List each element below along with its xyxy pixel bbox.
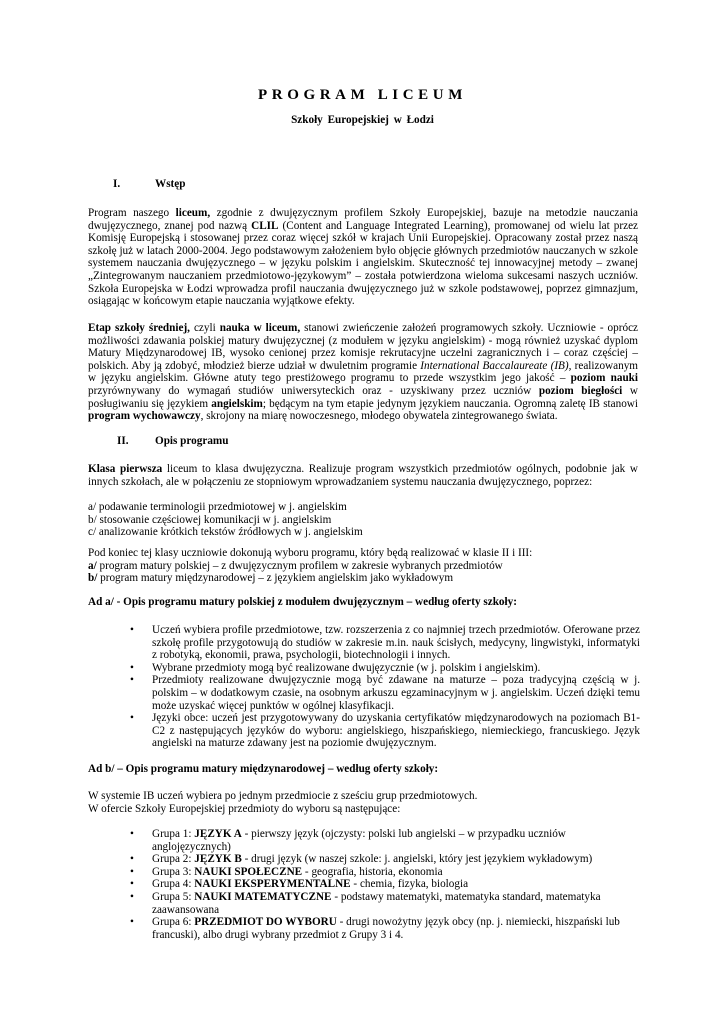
group-name: PRZEDMIOT DO WYBORU <box>194 916 337 929</box>
list-item-text: Języki obce: uczeń jest przygotowywany do uzyskania certyfikatów międzynarodowych na poziomach B1-C2 z następujących języków do wyboru: angielskiego, hiszpańskiego, niemieckiego, francuskiego. Język angielski na maturze zdawany jest na poziomie dwujęzycznym. <box>152 712 640 750</box>
text-run-bold: poziom biegłości <box>538 384 623 397</box>
first-class-paragraph <box>88 463 638 488</box>
group-desc: - drugi język (w naszej szkole: j. angielski, który jest językiem wykładowym) <box>241 853 593 866</box>
list-item <box>130 674 640 712</box>
text-run: Program naszego <box>88 207 176 219</box>
option-label: b/ <box>88 572 98 585</box>
text-run: , skrojony na miarę nowoczesnego, młodego obywatela zintegrowanego świata. <box>200 410 558 423</box>
ib-group-item <box>130 866 640 879</box>
ib-group-item <box>130 878 640 891</box>
ad-b-intro-line: W systemie IB uczeń wybiera po jednym przedmiocie z sześciu grup przedmiotowych. <box>88 790 478 802</box>
ib-groups-list <box>130 828 640 941</box>
text-run: stanowi zwieńczenie założeń programowych szkoły. Uczniowie - oprócz możliwości zdawania polskiej matury dwujęzycznej (z modułem w języku angielskim) - mogą również uzyskać dyplom Matury Międzynarodowej IB, wysoko cenionej przez komisje rekrutacyjne uczelni zagranicznych i – coraz częściej – polskich. Aby ją zdobyć, młodzież bierze udział w dwuletnim programie <box>88 322 638 372</box>
ib-group-item <box>130 828 640 853</box>
bullet-icon: • <box>130 712 134 725</box>
text-run-bold: poziom nauki <box>570 372 638 385</box>
ad-a-heading: Ad a/ - Opis programu matury polskiej z modułem dwujęzycznym – według oferty szkoły: <box>88 596 517 608</box>
bullet-icon: • <box>130 661 134 674</box>
text-run: (Content and Language Integrated Learning), promowanej od wielu lat przez Komisję Europejską i stosowanej przez coraz więcej szkół w krajach Unii Europejskiej. Opracowany został przez naszą szkołę już w latach 2000-2004. Jego podstawowym założeniem było objęcie głównych przedmiotów nauczanych w szkole systemem nauczania dwujęzycznego – w języku polskim i angielskim. Skuteczność tej innowacyjnej metody – zwanej „Zintegrowanym nauczaniem przedmiotowo-językowym” – została potwierdzona wieloma sukcesami naszych uczniów. Szkoła Europejska w Łodzi wprowadza profil nauczania dwujęzycznego już w szkole podstawowej, poprzez gimnazjum, osiągając w końcowym etapie nauczania wyjątkowe efekty. <box>88 219 638 308</box>
option-text: program matury międzynarodowej – z językiem angielskim jako wykładowym <box>97 572 454 585</box>
bullet-icon: • <box>130 916 134 929</box>
group-prefix: Grupa 3: <box>152 865 195 878</box>
list-item: b/ stosowanie częściowej komunikacji w j. angielskim <box>88 513 332 526</box>
text-run-bold: program wychowawczy <box>88 410 201 423</box>
text-run: zgodnie z dwujęzycznym profilem Szkoły Europejskiej, bazuje na metodzie nauczania dwujęzycznego, znanej pod nazwą <box>88 207 639 232</box>
list-item: c/ analizowanie krótkich tekstów źródłowych w j. angielskim <box>88 526 363 539</box>
text-run: w posługiwaniu się językiem <box>88 384 638 410</box>
text-run-bold: CLIL <box>251 219 279 232</box>
intro-paragraph <box>88 207 638 308</box>
choice-option-b <box>88 572 638 585</box>
group-prefix: Grupa 5: <box>152 890 195 903</box>
list-item <box>130 662 640 675</box>
text-run: czyli <box>189 322 220 334</box>
group-name: NAUKI EKSPERYMENTALNE <box>194 878 351 891</box>
list-item-text: Uczeń wybiera profile przedmiotowe, tzw. rozszerzenia z co najmniej trzech przedmiotów. Oferowane przez szkołę profile przygotowują do studiów w zakresie m.in. nauk ścisłych, medycyny, lingwistyki, informatyki z robotyką, ekonomii, prawa, psychologii, biotechnologii i innych. <box>152 624 640 662</box>
option-text: program matury polskiej – z dwujęzycznym profilem w zakresie wybranych przedmiotów <box>96 559 503 572</box>
high-school-paragraph <box>88 322 638 423</box>
ad-a-list <box>130 624 640 750</box>
bullet-icon: • <box>130 853 134 866</box>
ib-group-item <box>130 891 640 916</box>
list-item-text: Przedmioty realizowane dwujęzycznie mogą być zdawane na maturze – poza tradycyjną częścią w j. polskim – w dodatkowym czasie, na osobnym arkuszu egzaminacyjnym w j. angielskim. Uczeń dzięki temu może uzyskać więcej punktów w ogólnej klasyfikacji. <box>152 674 640 712</box>
option-label: a/ <box>88 559 97 572</box>
ib-group-item <box>130 853 640 866</box>
group-desc: - pierwszy język (ojczysty: polski lub angielski – w przypadku uczniów anglojęzycznych) <box>152 828 566 853</box>
group-name: JĘZYK B <box>194 853 242 866</box>
methods-list <box>88 501 638 539</box>
text-run: realizowanym w języku angielskim. Główne atuty tego prestiżowego programu to przede wszystkim jego jakość – <box>88 359 638 385</box>
bullet-icon: • <box>130 890 134 903</box>
bullet-icon: • <box>130 624 134 636</box>
text-run-bold: angielskim <box>211 397 263 410</box>
text-run: przyrównywany do wymagań studiów uniwersyteckich oraz - uzyskiwany przez uczniów <box>88 384 539 397</box>
choice-intro: Pod koniec tej klasy uczniowie dokonują wyboru programu, który będą realizować w klasie II i III: <box>88 547 533 559</box>
bullet-icon: • <box>130 674 134 687</box>
group-prefix: Grupa 4: <box>152 878 195 891</box>
group-prefix: Grupa 6: <box>152 916 195 929</box>
bullet-icon: • <box>130 878 134 891</box>
text-run-bold: Etap szkoły średniej, <box>88 322 190 334</box>
group-prefix: Grupa 1: <box>152 828 195 840</box>
group-desc: - geografia, historia, ekonomia <box>302 865 443 878</box>
bullet-icon: • <box>130 828 134 840</box>
ad-b-intro-line: W ofercie Szkoły Europejskiej przedmioty do wyboru są następujące: <box>88 802 401 815</box>
group-name: JĘZYK A <box>194 828 242 840</box>
bullet-icon: • <box>130 865 134 878</box>
page-title: PROGRAM LICEUM <box>258 87 467 103</box>
text-run-bold: nauka w liceum, <box>219 322 301 334</box>
list-item-text: Wybrane przedmioty mogą być realizowane dwujęzycznie (w j. polskim i angielskim). <box>152 661 541 674</box>
list-item: a/ podawanie terminologii przedmiotowej w j. angielskim <box>88 501 347 513</box>
section-number: II. <box>117 435 129 447</box>
choice-option-a <box>88 560 638 573</box>
section-label: Wstęp <box>155 178 186 190</box>
text-run-italic: International Baccalaureate (IB), <box>420 359 572 372</box>
group-prefix: Grupa 2: <box>152 853 195 866</box>
ad-b-intro <box>88 790 638 815</box>
text-run: ; będącym na tym etapie jedynym językiem nauczania. Ogromną zaletę IB stanowi <box>262 397 638 410</box>
text-run-bold: Klasa pierwsza <box>88 463 163 475</box>
text-run-bold: liceum, <box>175 207 211 219</box>
group-desc: - drugi nowożytny język obcy (np. j. niemiecki, hiszpański lub francuski), albo drugi wybrany przedmiot z Grupy 3 i 4. <box>152 916 620 941</box>
group-desc: - podstawy matematyki, matematyka standard, matematyka zaawansowana <box>152 890 601 916</box>
list-item <box>130 624 640 662</box>
section-label: Opis programu <box>155 435 229 447</box>
group-name: NAUKI SPOŁECZNE <box>194 865 303 878</box>
ib-group-item <box>130 916 640 941</box>
section-number: I. <box>113 178 121 190</box>
program-choice-paragraph <box>88 547 638 585</box>
ad-b-heading: Ad b/ – Opis programu matury międzynarodowej – według oferty szkoły: <box>88 763 439 775</box>
group-desc: - chemia, fizyka, biologia <box>350 878 469 891</box>
text-run: liceum to klasa dwujęzyczna. Realizuje program wszystkich przedmiotów ogólnych, podobnie jak w innych szkołach, ale w połączeniu ze stopniowym wprowadzaniem systemu nauczania dwujęzycznego, poprzez: <box>88 463 638 488</box>
list-item <box>130 712 640 750</box>
page-subtitle: Szkoły Europejskiej w Łodzi <box>291 114 434 126</box>
group-name: NAUKI MATEMATYCZNE <box>194 890 332 903</box>
